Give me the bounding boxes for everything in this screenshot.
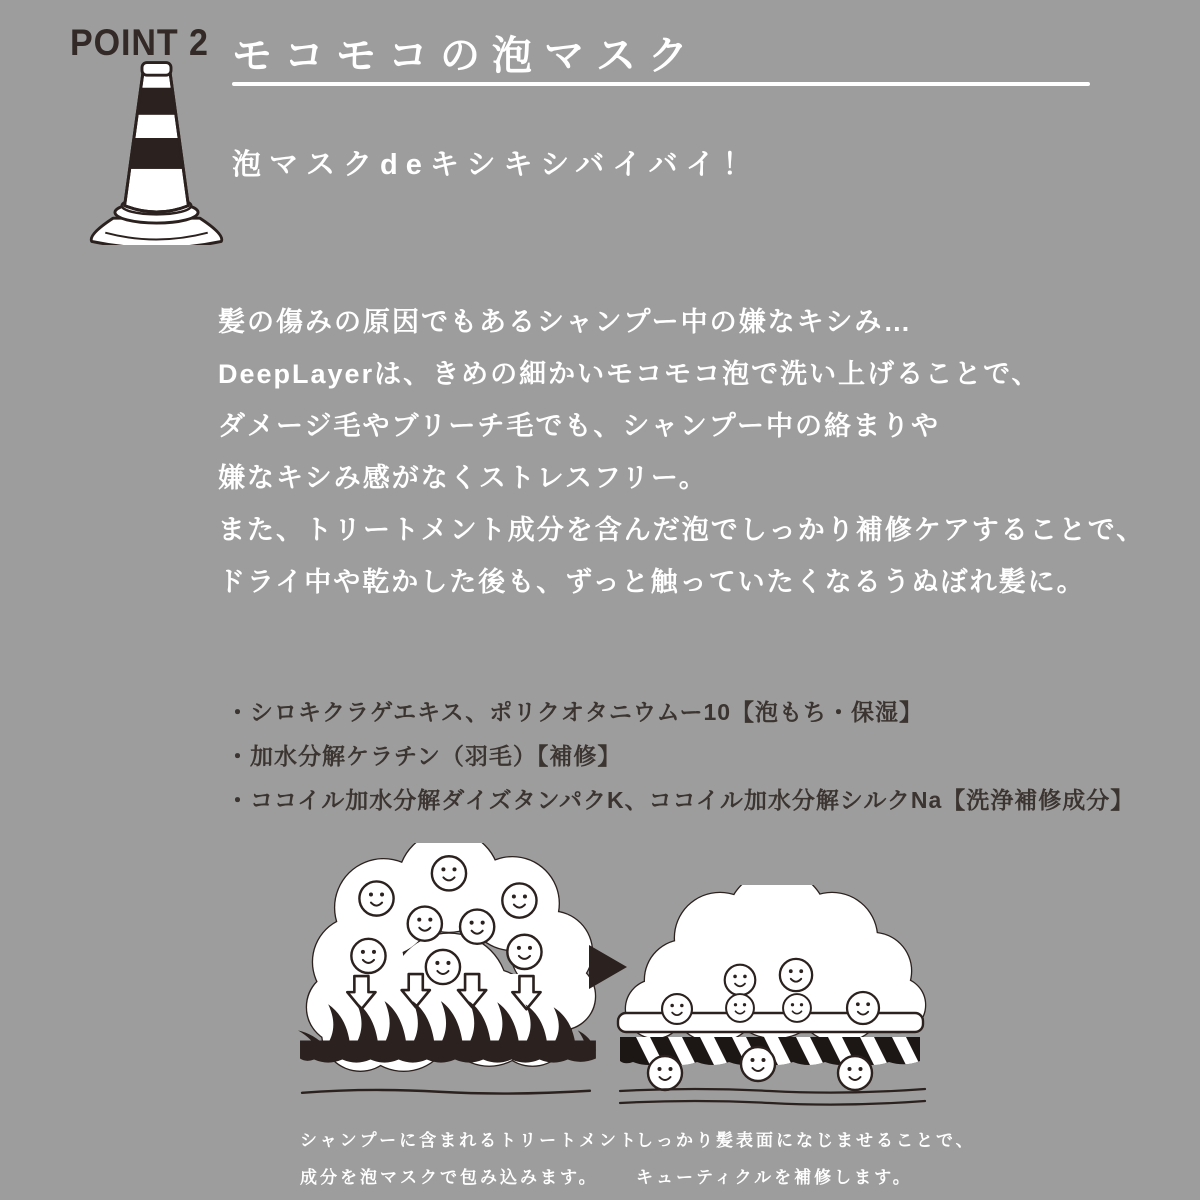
caption-line: 成分を泡マスクで包み込みます。 [300, 1168, 599, 1187]
foam-mask-over-hair-illustration [298, 843, 610, 1101]
body-line: ドライ中や乾かした後も、ずっと触っていたくなるうぬぼれ髪に。 [218, 567, 1086, 597]
ingredient-item: ・加水分解ケラチン（羽毛）【補修】 [226, 743, 622, 769]
caption-line: シャンプーに含まれるトリートメント [300, 1131, 639, 1150]
subtitle: 泡マスクdeキシキシバイバイ！ [232, 149, 760, 181]
page-title: モコモコの泡マスク [232, 34, 700, 78]
right-illustration-caption [636, 1122, 976, 1196]
title-underline [232, 82, 1090, 86]
ingredient-list [226, 690, 1134, 822]
body-line: また、トリートメント成分を含んだ泡でしっかり補修ケアすることで、 [218, 515, 1146, 545]
body-line: DeepLayerは、きめの細かいモコモコ泡で洗い上げることで、 [218, 359, 1041, 389]
ingredient-item: ・ココイル加水分解ダイズタンパクK、ココイル加水分解シルクNa【洗浄補修成分】 [226, 787, 1135, 813]
point-label: POINT 2 [70, 22, 209, 63]
traffic-cone-icon [84, 60, 229, 245]
foam-repairing-cuticle-illustration [615, 885, 930, 1120]
left-illustration-caption [300, 1122, 639, 1196]
body-line: 髪の傷みの原因でもあるシャンプー中の嫌なキシみ… [218, 307, 913, 337]
ingredient-item: ・シロキクラゲエキス、ポリクオタニウムー10【泡もち・保湿】 [226, 699, 924, 725]
body-line: ダメージ毛やブリーチ毛でも、シャンプー中の絡まりや [218, 411, 941, 441]
caption-line: キューティクルを補修します。 [636, 1168, 913, 1187]
body-paragraph [218, 296, 1145, 608]
body-line: 嫌なキシみ感がなくストレスフリー。 [218, 463, 708, 493]
caption-line: しっかり髪表面になじませることで、 [636, 1131, 976, 1150]
